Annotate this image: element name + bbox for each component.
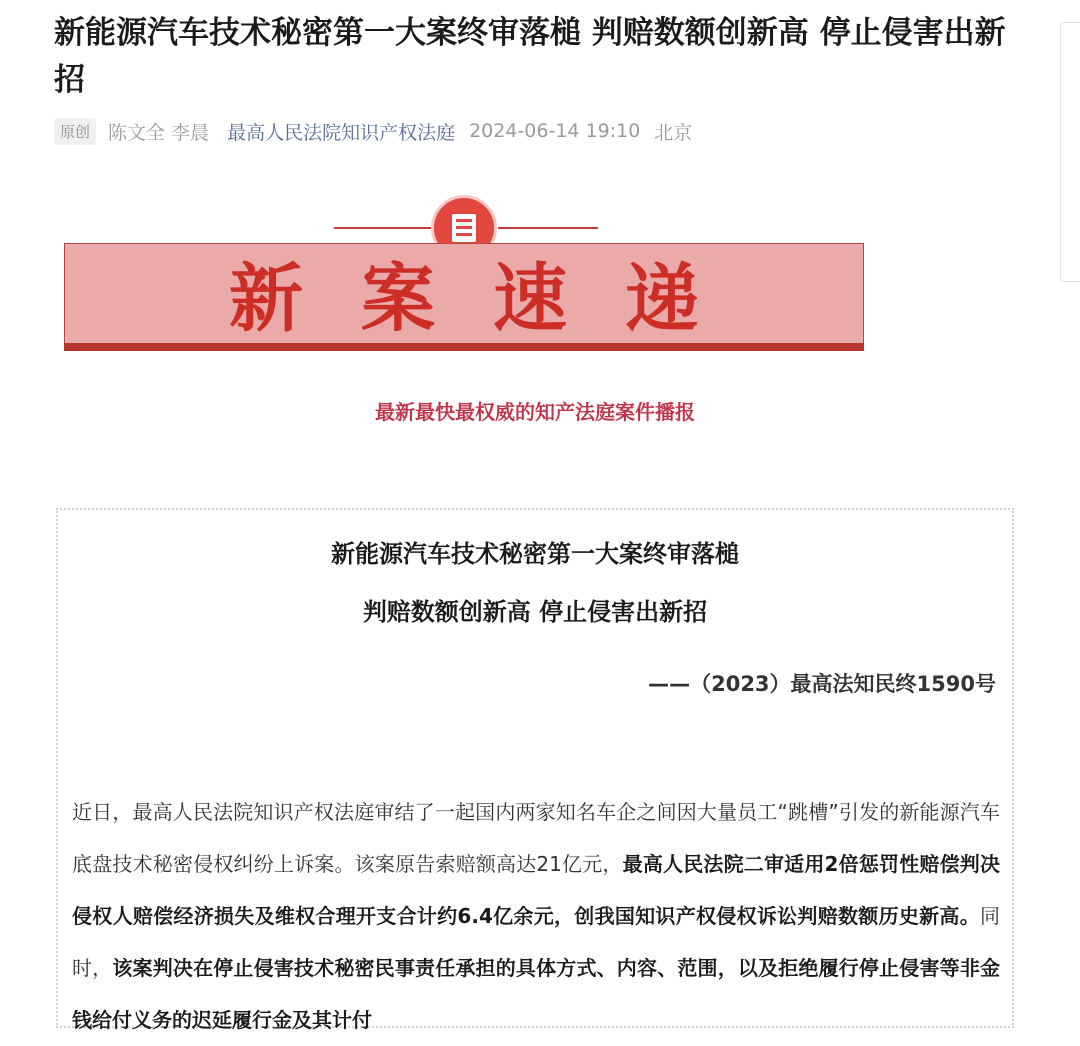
- publish-location: 北京: [654, 121, 693, 144]
- side-panel[interactable]: [1060, 22, 1080, 282]
- case-title-line1: 新能源汽车技术秘密第一大案终审落槌: [331, 540, 739, 568]
- account-name-link[interactable]: 最高人民法院知识产权法庭: [227, 121, 456, 144]
- article-title: 新能源汽车技术秘密第一大案终审落槌 判赔数额创新高 停止侵害出新招: [54, 15, 1006, 98]
- paragraph-bold-text: 最高人民法院二审适用2倍惩罚性赔偿判决侵权人赔偿经济损失及维权合理开支合计约6.4亿余元，创我国知识产权侵权诉讼判赔数额历史新高。: [72, 852, 1000, 928]
- article-paragraph: [72, 786, 1000, 1046]
- banner-line-left: [334, 227, 434, 229]
- paragraph-text: 同时，: [72, 904, 1000, 980]
- paragraph-text: 近日，最高人民法院知识产权法庭审结了一起国内两家知名车企之间因大量员工“跳槽”引发的新能源汽车底盘技术秘密侵权纠纷上诉案。该案原告索赔额高达21亿元，: [72, 800, 1000, 876]
- banner-subtitle: 最新最快最权威的知产法庭案件播报: [375, 400, 695, 424]
- author-names: 陈文全 李晨: [108, 121, 210, 144]
- original-tag: 原创: [54, 118, 96, 145]
- banner-line-right: [498, 227, 598, 229]
- publish-datetime: 2024-06-14 19:10: [469, 120, 641, 142]
- article-meta: [54, 116, 692, 146]
- case-title-line2: 判赔数额创新高 停止侵害出新招: [362, 598, 708, 626]
- case-number: ——（2023）最高法知民终1590号: [648, 672, 996, 696]
- banner-heading: 新案速递: [229, 256, 757, 342]
- paragraph-bold-text: 该案判决在停止侵害技术秘密民事责任承担的具体方式、内容、范围，以及拒绝履行停止侵害等非金钱给付义务的迟延履行金及其计付: [72, 956, 1001, 1032]
